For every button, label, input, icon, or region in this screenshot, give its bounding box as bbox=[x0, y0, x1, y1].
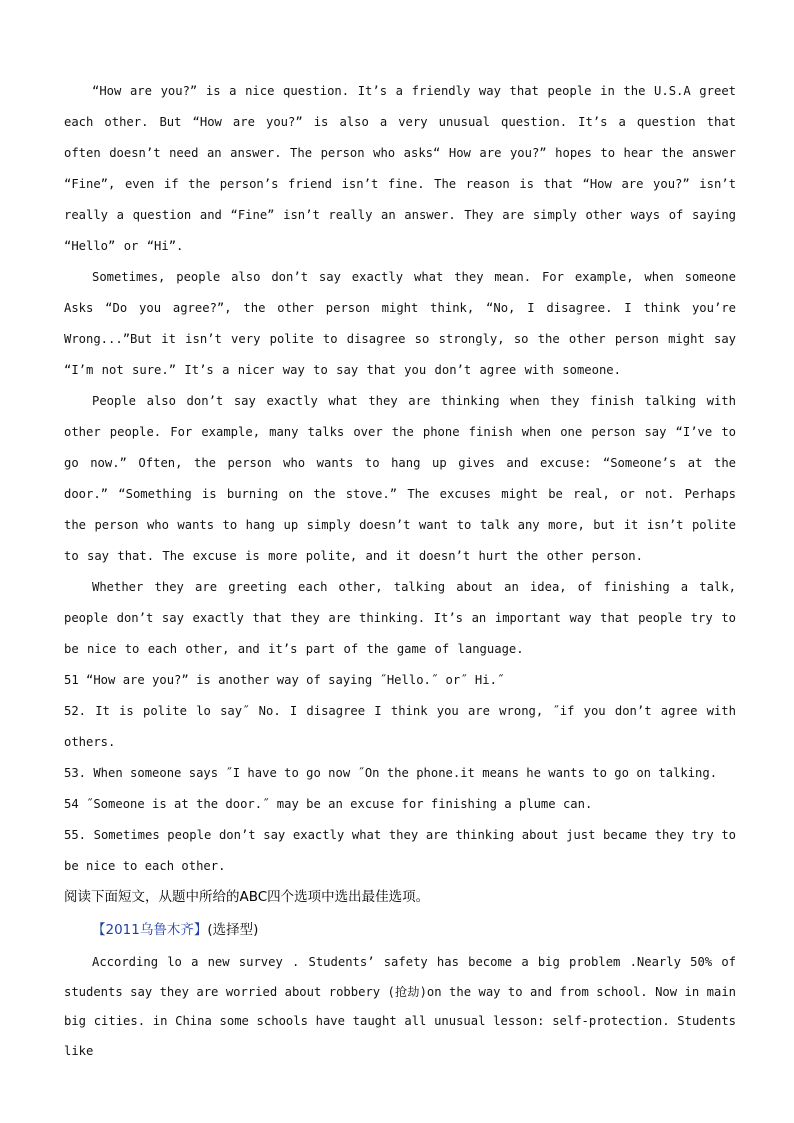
passage1-paragraph-1: “How are you?” is a nice question. It’s a friendly way that people in the U.S.A greet each other. But “How are you?” is also a very unusual question. It’s a question that often doesn’t need an answer. The person who asks“ How are you?” hopes to hear the answer “Fine”, even if the person’s friend isn’t fine. The reason is that “How are you?” isn’t really a question and “Fine” isn’t really an answer. They are simply other ways of saying “Hello” or “Hi”. bbox=[64, 84, 736, 253]
passage1-paragraph-2: Sometimes, people also don’t say exactly what they mean. For example, when someone Asks “Do you agree?”, the other person might think, “No, I disagree. I think you’re Wrong...”But it isn’t very polite to disagree so strongly, so the other person might say “I’m not sure.” It’s a nicer way to say that you don’t agree with someone. bbox=[64, 270, 736, 377]
source-type: (选择型) bbox=[207, 922, 259, 938]
question-52: 52. It is polite lo say˝ No. I disagree I think you are wrong, ˝if you don’t agree with others. bbox=[64, 704, 736, 749]
passage1-paragraph-3: People also don’t say exactly what they are thinking when they finish talking with other people. For example, many talks over the phone finish when one person say “I’ve to go now.” Often, the person who wants to hang up gives and excuse: “Someone’s at the door.” “Something is burning on the stove.” The excuses might be real, or not. Perhaps the person who wants to hang up simply doesn’t want to talk any more, but it isn’t polite to say that. The excuse is more polite, and it doesn’t hurt the other person. bbox=[64, 394, 736, 563]
document-content bbox=[64, 76, 736, 1066]
question-51: 51 “How are you?” is another way of saying ˝Hello.˝ or˝ Hi.˝ bbox=[64, 673, 505, 687]
passage2-paragraph-1: According lo a new survey . Students’ safety has become a big problem .Nearly 50% of students say they are worried about robbery (抢劫)on the way to and from school. Now in main big cities. in China some schools have taught all unusual lesson: self-protection. Students like bbox=[64, 955, 736, 1058]
question-54: 54 ˝Someone is at the door.˝ may be an excuse for finishing a plume can. bbox=[64, 797, 593, 811]
source-line bbox=[92, 912, 736, 948]
question-55: 55. Sometimes people don’t say exactly what they are thinking about just became they try to be nice to each other. bbox=[64, 828, 736, 873]
passage1-paragraph-4: Whether they are greeting each other, talking about an idea, of finishing a talk, people don’t say exactly that they are thinking. It’s an important way that people try to be nice to each other, and it’s part of the game of language. bbox=[64, 580, 736, 656]
source-tag: 【2011乌鲁木齐】 bbox=[92, 922, 208, 938]
question-53: 53. When someone says ˝I have to go now ˝On the phone.it means he wants to go on talking. bbox=[64, 766, 718, 780]
reading-instruction: 阅读下面短文，从题中所给的ABC四个选项中选出最佳选项。 bbox=[64, 889, 430, 905]
